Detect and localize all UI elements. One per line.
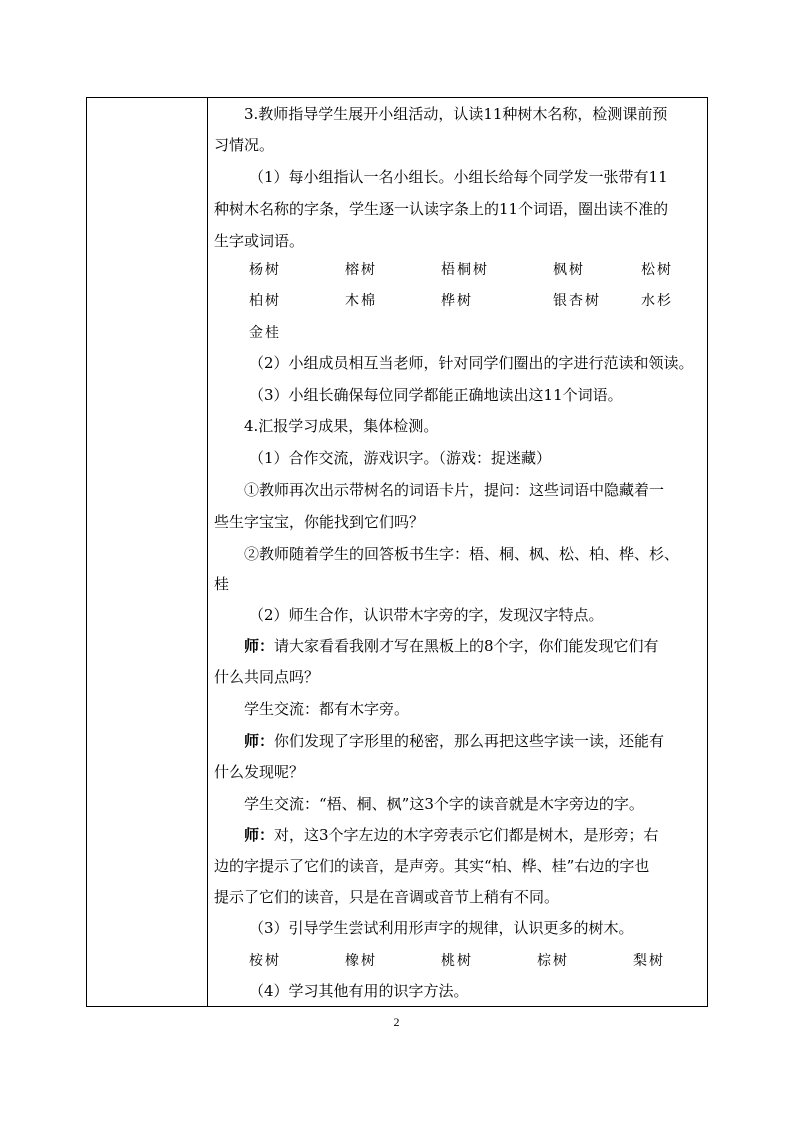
- paragraph-line: 什么共同点吗？: [214, 668, 320, 686]
- tree-name: 木棉: [345, 293, 377, 309]
- paragraph-line: 桂: [214, 575, 230, 593]
- teacher-speech: 请大家看看我刚才写在黑板上的8个字，你们能发现它们有: [274, 637, 659, 655]
- tree-name: 银杏树: [553, 293, 601, 309]
- tree-name: 桦树: [441, 293, 473, 309]
- teacher-label: 师：: [244, 637, 275, 655]
- paragraph-line: （4）学习其他有用的识字方法。: [249, 982, 469, 1000]
- teacher-line: [244, 636, 659, 656]
- tree-name: 桉树: [249, 953, 281, 969]
- tree-name: 桃树: [441, 953, 473, 969]
- paragraph-line: 学生交流：“梧、桐、枫”这3个字的读音就是木字旁边的字。: [244, 795, 644, 813]
- paragraph-line: 种树木名称的字条，学生逐一认读字条上的11个词语，圈出读不准的: [214, 200, 669, 218]
- paragraph-line: 生字或词语。: [214, 232, 305, 250]
- tree-names-row-4: [249, 951, 709, 971]
- tree-names-row-3: [249, 323, 709, 343]
- lesson-table: [86, 97, 708, 1007]
- paragraph-line: （3）小组长确保每位同学都能正确地读出这11个词语。: [249, 386, 623, 404]
- tree-name: 松树: [641, 262, 673, 278]
- paragraph-line: 什么发现呢？: [214, 763, 305, 781]
- tree-name: 榕树: [345, 262, 377, 278]
- tree-name: 棕树: [537, 953, 569, 969]
- paragraph-line: （1）合作交流，游戏识字。（游戏：捉迷藏）: [249, 449, 552, 467]
- tree-name: 枫树: [553, 262, 585, 278]
- tree-name: 柏树: [249, 293, 281, 309]
- paragraph-line: 学生交流：都有木字旁。: [244, 700, 410, 718]
- teacher-label: 师：: [244, 826, 275, 844]
- paragraph-line: （1）每小组指认一名小组长。小组长给每个同学发一张带有11: [249, 168, 668, 186]
- paragraph-line: 4.汇报学习成果，集体检测。: [244, 417, 439, 435]
- teacher-line: [244, 731, 664, 751]
- teacher-line: [244, 825, 659, 845]
- tree-name: 梨树: [633, 953, 665, 969]
- teacher-label: 师：: [244, 732, 275, 750]
- paragraph-line: ①教师再次出示带树名的词语卡片，提问：这些词语中隐藏着一: [244, 481, 665, 499]
- paragraph-line: 习情况。: [214, 136, 275, 154]
- paragraph-line: （2）小组成员相互当老师，针对同学们圈出的字进行范读和领读。: [249, 354, 694, 372]
- tree-name: 金桂: [249, 325, 281, 341]
- paragraph-line: 边的字提示了它们的读音，是声旁。其实“柏、桦、桂”右边的字也: [214, 857, 650, 875]
- paragraph-line: 提示了它们的读音，只是在音调或音节上稍有不同。: [214, 888, 560, 906]
- tree-name: 水杉: [641, 293, 673, 309]
- tree-name: 橡树: [345, 953, 377, 969]
- paragraph-line: （3）引导学生尝试利用形声字的规律，认识更多的树木。: [249, 919, 634, 937]
- teacher-speech: 你们发现了字形里的秘密，那么再把这些字读一读，还能有: [274, 732, 665, 750]
- teacher-speech: 对，这3个字左边的木字旁表示它们都是树木，是形旁；右: [274, 826, 659, 844]
- page-number: 2: [393, 1015, 400, 1029]
- paragraph-line: 3.教师指导学生展开小组活动，认读11种树木名称，检测课前预: [244, 105, 668, 123]
- tree-names-row-1: [249, 260, 709, 280]
- column-divider: [207, 98, 208, 1006]
- tree-name: 杨树: [249, 262, 281, 278]
- paragraph-line: ②教师随着学生的回答板书生字：梧、桐、枫、松、柏、桦、杉、: [244, 545, 680, 563]
- paragraph-line: （2）师生合作，认识带木字旁的字，发现汉字特点。: [249, 606, 604, 624]
- paragraph-line: 些生字宝宝，你能找到它们吗？: [214, 513, 425, 531]
- tree-names-row-2: [249, 291, 709, 311]
- tree-name: 梧桐树: [441, 262, 489, 278]
